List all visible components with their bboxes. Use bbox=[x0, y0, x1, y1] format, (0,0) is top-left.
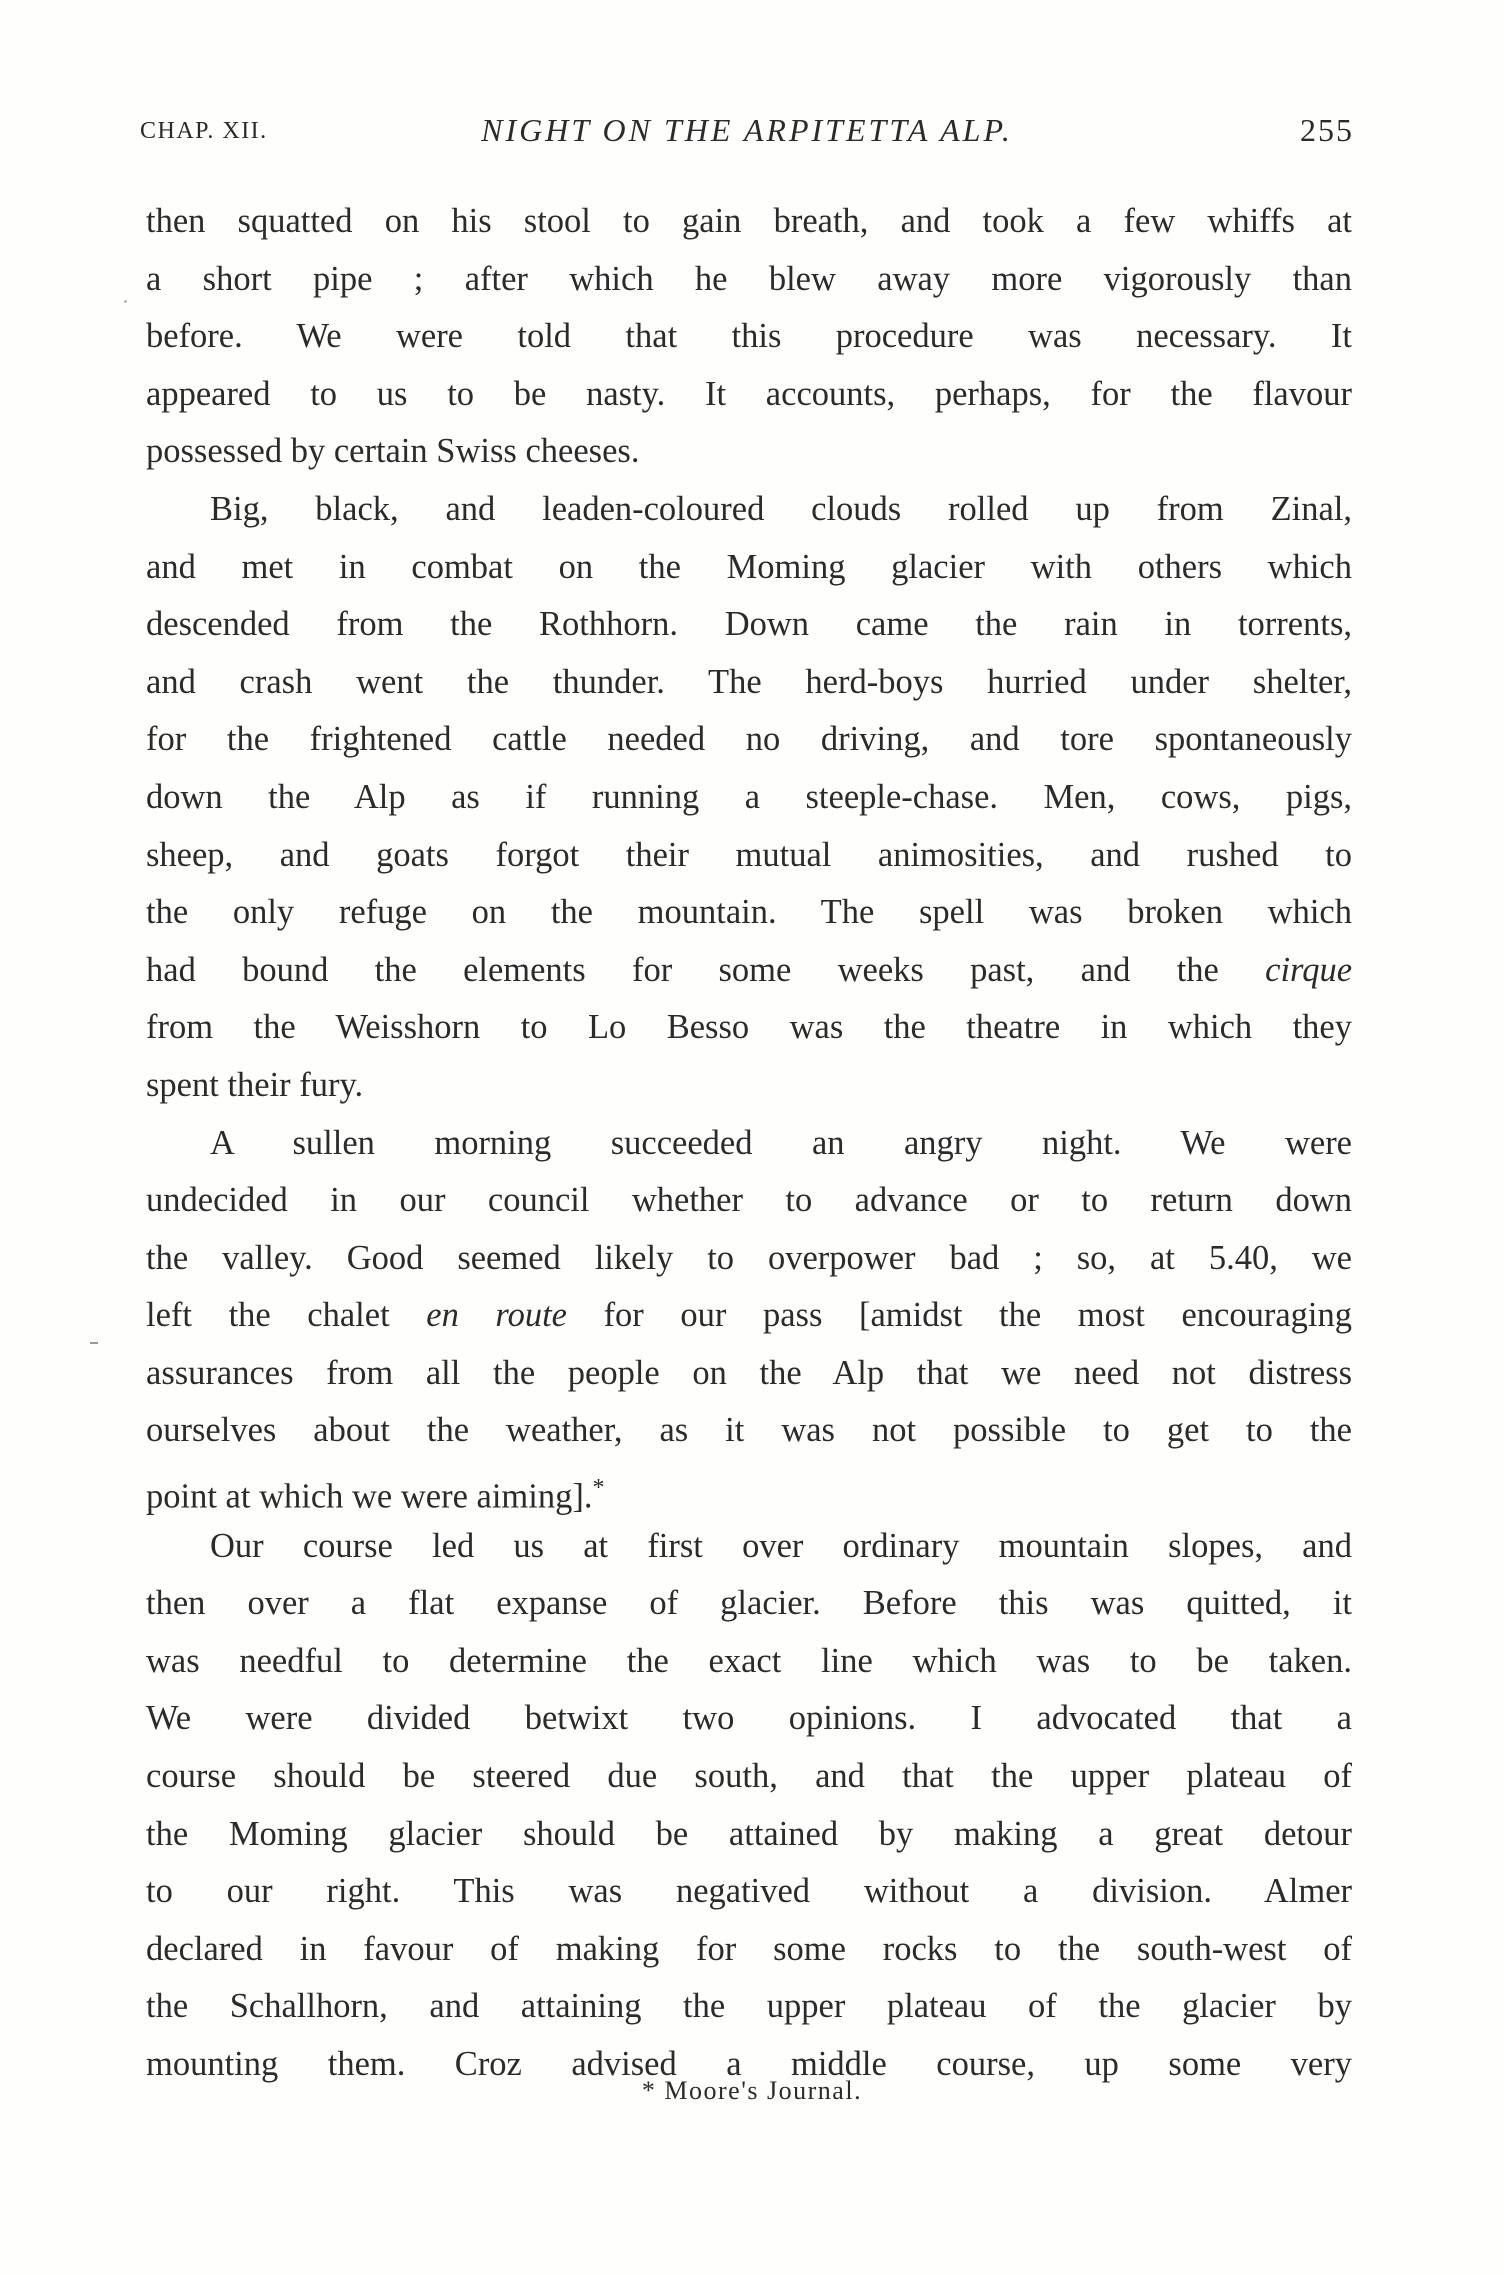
text-line: Our course led us at first over ordinary mountain slopes, and bbox=[210, 1526, 1352, 1565]
text-line: declared in favour of making for some rocks to the south-west of bbox=[146, 1929, 1352, 1968]
text-line: appeared to us to be nasty. It accounts, perhaps, for the flavour bbox=[146, 374, 1352, 413]
text-line: and crash went the thunder. The herd-boys hurried under shelter, bbox=[146, 662, 1352, 701]
text-line: course should be steered due south, and that the upper plateau of bbox=[146, 1757, 1352, 1796]
text-line: A sullen morning succeeded an angry night. We were bbox=[210, 1123, 1352, 1162]
margin-mark bbox=[90, 1342, 98, 1344]
text-line: the Schallhorn, and attaining the upper plateau of the glacier by bbox=[146, 1987, 1352, 2026]
text-line: to our right. This was negatived without a division. Almer bbox=[146, 1872, 1352, 1911]
text-run: for our pass [amidst the most encouraging bbox=[603, 1296, 1352, 1335]
text-line: and met in combat on the Moming glacier with others which bbox=[146, 547, 1352, 586]
text-run: left the chalet bbox=[146, 1296, 390, 1335]
text-line: the valley. Good seemed likely to overpower bad ; so, at 5.40, we bbox=[146, 1238, 1352, 1277]
text-line: then over a flat expanse of glacier. Before this was quitted, it bbox=[146, 1584, 1352, 1623]
text-line: spent their fury. bbox=[146, 1065, 364, 1104]
page-number: 255 bbox=[1300, 112, 1354, 148]
running-title: NIGHT ON THE ARPITETTA ALP. bbox=[481, 112, 1013, 148]
text-line: mounting them. Croz advised a middle course, up some very bbox=[146, 2045, 1352, 2083]
text-line: the Moming glacier should be attained by making a great detour bbox=[146, 1814, 1352, 1853]
footnote-marker: * bbox=[592, 1475, 605, 1502]
italic-phrase-en-route: en route bbox=[426, 1296, 567, 1335]
text-line bbox=[146, 942, 1352, 1000]
chapter-label: CHAP. XII. bbox=[140, 118, 268, 144]
text-line: the only refuge on the mountain. The spell was broken which bbox=[146, 893, 1352, 932]
footnote-text: Moore's Journal. bbox=[664, 2076, 863, 2105]
text-line: before. We were told that this procedure was necessary. It bbox=[146, 317, 1352, 356]
text-line: was needful to determine the exact line which was to be taken. bbox=[146, 1641, 1352, 1680]
footnote-marker: * bbox=[641, 2076, 657, 2105]
paper-speck bbox=[124, 300, 127, 303]
text-line: descended from the Rothhorn. Down came the rain in torrents, bbox=[146, 605, 1352, 644]
text-line: possessed by certain Swiss cheeses. bbox=[146, 432, 640, 471]
text-run: point at which we were aiming]. bbox=[146, 1477, 593, 1516]
text-line: sheep, and goats forgot their mutual animosities, and rushed to bbox=[146, 835, 1352, 874]
italic-word-cirque: cirque bbox=[1265, 950, 1353, 989]
text-run: had bound the elements for some weeks past, and the bbox=[146, 950, 1219, 989]
text-line: ourselves about the weather, as it was not possible to get to the bbox=[146, 1411, 1352, 1450]
text-line bbox=[146, 1460, 1352, 1518]
body-text bbox=[146, 193, 1352, 2094]
text-line: then squatted on his stool to gain breath, and took a few whiffs at bbox=[146, 202, 1352, 240]
text-line: undecided in our council whether to advance or to return down bbox=[146, 1181, 1352, 1220]
text-line: assurances from all the people on the Alp that we need not distress bbox=[146, 1353, 1352, 1392]
text-line: down the Alp as if running a steeple-chase. Men, cows, pigs, bbox=[146, 777, 1352, 816]
text-line: a short pipe ; after which he blew away more vigorously than bbox=[146, 259, 1352, 298]
footnote bbox=[0, 2076, 1504, 2106]
text-line: Big, black, and leaden-coloured clouds rolled up from Zinal, bbox=[210, 489, 1352, 528]
text-line: for the frightened cattle needed no driving, and tore spontaneously bbox=[146, 720, 1352, 759]
text-line: from the Weisshorn to Lo Besso was the theatre in which they bbox=[146, 1008, 1352, 1047]
running-head bbox=[140, 112, 1354, 152]
text-line: We were divided betwixt two opinions. I advocated that a bbox=[146, 1699, 1352, 1738]
text-line bbox=[146, 1287, 1352, 1345]
